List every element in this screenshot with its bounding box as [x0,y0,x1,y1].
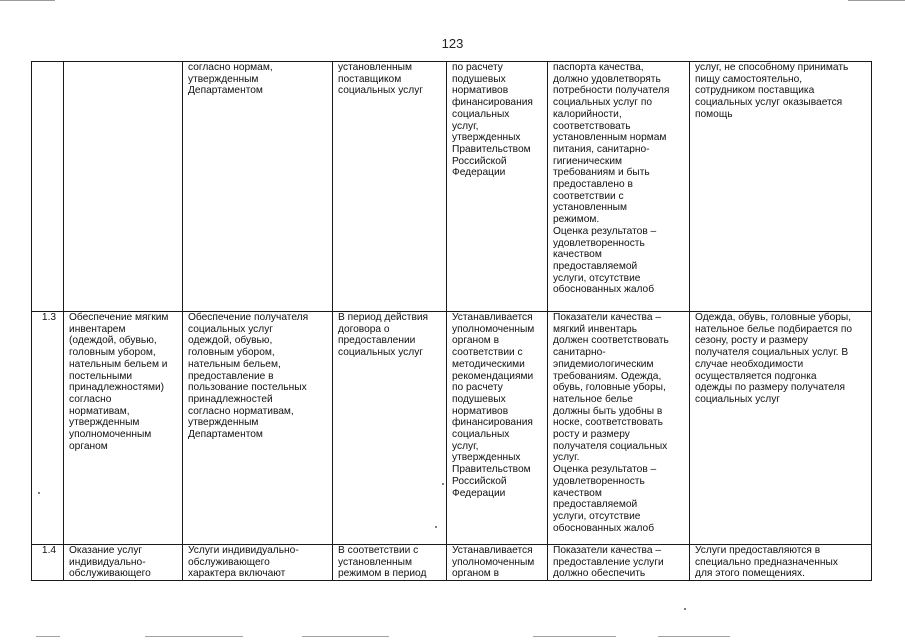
scan-speck [38,492,40,494]
services-table [31,61,872,581]
service-description: Обеспечение получателя социальных услуг одеждой, обувью, головным убором, нательным бельем, предоставление в пользование постельных принадлежностей согласно нормативам, утвержденным Департаментом [183,312,333,545]
bottom-border-line [145,636,243,637]
service-description: Услуги индивидуально- обслуживающего характера включают [183,545,333,581]
service-term: установленным поставщиком социальных услуг [333,62,447,312]
table-row [32,545,872,581]
service-conditions: Одежда, обувь, головные уборы, нательное белье подбирается по сезону, росту и размеру получателя социальных услуг. В случае необходимости осуществляется подгонка одежды по размеру получателя социальных услуг [690,312,872,545]
item-number: 1.4 [32,545,64,581]
service-name: Оказание услуг индивидуально- обслуживающего [64,545,183,581]
service-cost: Устанавливается уполномоченным органом в соответствии с методическими рекомендациями по расчету подушевых нормативов финансирования социальных услуг, утвержденных Правительством Российской Федерации [447,312,548,545]
quality-indicators: Показатели качества – мягкий инвентарь должен соответствовать санитарно- эпидемиологическим требованиям. Одежда, обувь, головные уборы, нательное белье должны быть удобны в носке, соответствовать росту и размеру получателя социальных услуг. Оценка результатов – удовлетворенность качеством предоставляемой услуги, отсутствие обоснованных жалоб [548,312,690,545]
service-conditions: услуг, не способному принимать пищу самостоятельно, сотрудником поставщика социальных услуг оказывается помощь [690,62,872,312]
top-border-line [0,0,55,1]
service-name [64,62,183,312]
page-number: 123 [441,36,464,51]
service-cost: Устанавливается уполномоченным органом в [447,545,548,581]
item-number [32,62,64,312]
service-conditions: Услуги предоставляются в специально предназначенных для этого помещениях. [690,545,872,581]
scan-speck [435,526,437,528]
quality-indicators: Показатели качества – предоставление услуги должно обеспечить [548,545,690,581]
service-term: В период действия договора о предоставлении социальных услуг [333,312,447,545]
bottom-border-line [533,636,616,637]
bottom-border-line [658,636,730,637]
bottom-border-line [36,636,60,637]
service-term: В соответствии с установленным режимом в период [333,545,447,581]
item-number: 1.3 [32,312,64,545]
top-border-line [848,0,905,1]
service-name: Обеспечение мягким инвентарем (одеждой, обувью, головным убором, нательным бельем и постельными принадлежностями) согласно нормативам, утвержденным уполномоченным органом [64,312,183,545]
table-row [32,62,872,312]
service-cost: по расчету подушевых нормативов финансирования социальных услуг, утвержденных Правительством Российской Федерации [447,62,548,312]
scan-speck [442,483,444,485]
scan-speck [684,608,686,610]
bottom-border-line [302,636,389,637]
service-description: согласно нормам, утвержденным Департаментом [183,62,333,312]
quality-indicators: паспорта качества, должно удовлетворять потребности получателя социальных услуг по калорийности, соответствовать установленным нормам питания, санитарно- гигиеническим требованиям и быть предоставлено в соответствии с установленным режимом. Оценка результатов – удовлетворенность качеством предоставляемой услуги, отсутствие обоснованных жалоб [548,62,690,312]
table-row [32,312,872,545]
